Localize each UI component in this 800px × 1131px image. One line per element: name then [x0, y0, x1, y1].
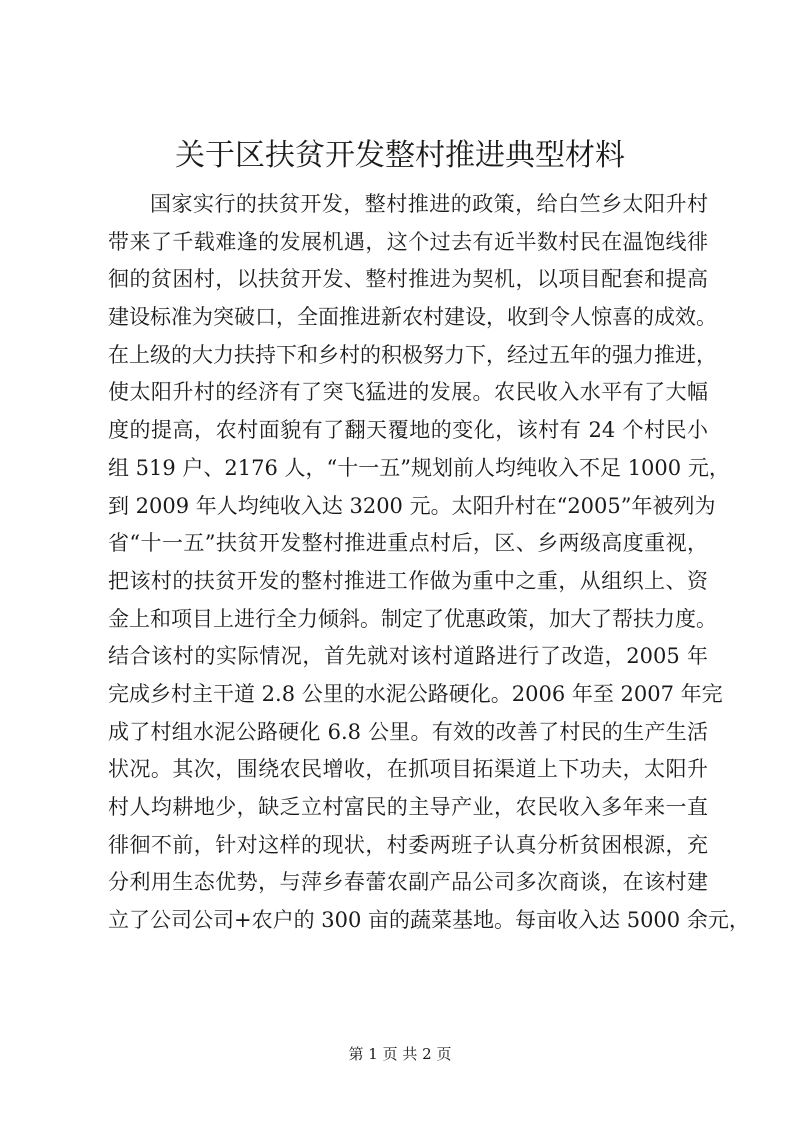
text-line: 使太阳升村的经济有了突飞猛进的发展。农民收入水平有了大幅 — [108, 380, 708, 405]
text-line: 把该村的扶贫开发的整村推进工作做为重中之重，从组织上、资 — [108, 568, 708, 593]
text-line: 带来了千载难逢的发展机遇，这个过去有近半数村民在温饱线徘 — [108, 229, 708, 254]
text-line: 立了公司公司+农户的 300 亩的蔬菜基地。每亩收入达 5000 余元， — [108, 908, 750, 933]
text-line: 成了村组水泥公路硬化 6.8 公里。有效的改善了村民的生产生活 — [108, 719, 708, 744]
page-title: 关于区扶贫开发整村推进典型材料 — [175, 138, 625, 173]
page-number-footer: 第 1 页 共 2 页 — [348, 1045, 452, 1063]
text-line: 村人均耕地少，缺乏立村富民的主导产业，农民收入多年来一直 — [108, 795, 708, 819]
body-paragraph — [108, 186, 750, 940]
text-line: 结合该村的实际情况，首先就对该村道路进行了改造，2005 年 — [108, 644, 708, 669]
text-line: 度的提高，农村面貌有了翻天覆地的变化，该村有 24 个村民小 — [108, 418, 708, 443]
text-line: 省“十一五”扶贫开发整村推进重点村后，区、乡两级高度重视， — [108, 531, 708, 556]
text-line: 在上级的大力扶持下和乡村的积极努力下，经过五年的强力推进， — [108, 342, 717, 367]
text-line: 完成乡村主干道 2.8 公里的水泥公路硬化。2006 年至 2007 年完 — [108, 681, 723, 706]
text-line: 分利用生态优势，与萍乡春蕾农副产品公司多次商谈，在该村建 — [108, 870, 708, 895]
text-line: 国家实行的扶贫开发，整村推进的政策，给白竺乡太阳升村 — [150, 192, 708, 216]
text-line: 到 2009 年人均纯收入达 3200 元。太阳升村在“2005”年被列为 — [108, 493, 716, 518]
text-line: 状况。其次，围绕农民增收，在抓项目拓渠道上下功夫，太阳升 — [108, 757, 708, 782]
text-line: 徊的贫困村，以扶贫开发、整村推进为契机，以项目配套和提高 — [108, 267, 708, 292]
text-line: 建设标准为突破口，全面推进新农村建设，收到令人惊喜的成效。 — [108, 305, 717, 330]
text-line: 徘徊不前，针对这样的现状，村委两班子认真分析贫困根源，充 — [108, 832, 708, 857]
text-line: 金上和项目上进行全力倾斜。制定了优惠政策，加大了帮扶力度。 — [108, 606, 717, 631]
text-line: 组 519 户、2176 人，“十一五”规划前人均纯收入不足 1000 元， — [108, 455, 730, 480]
